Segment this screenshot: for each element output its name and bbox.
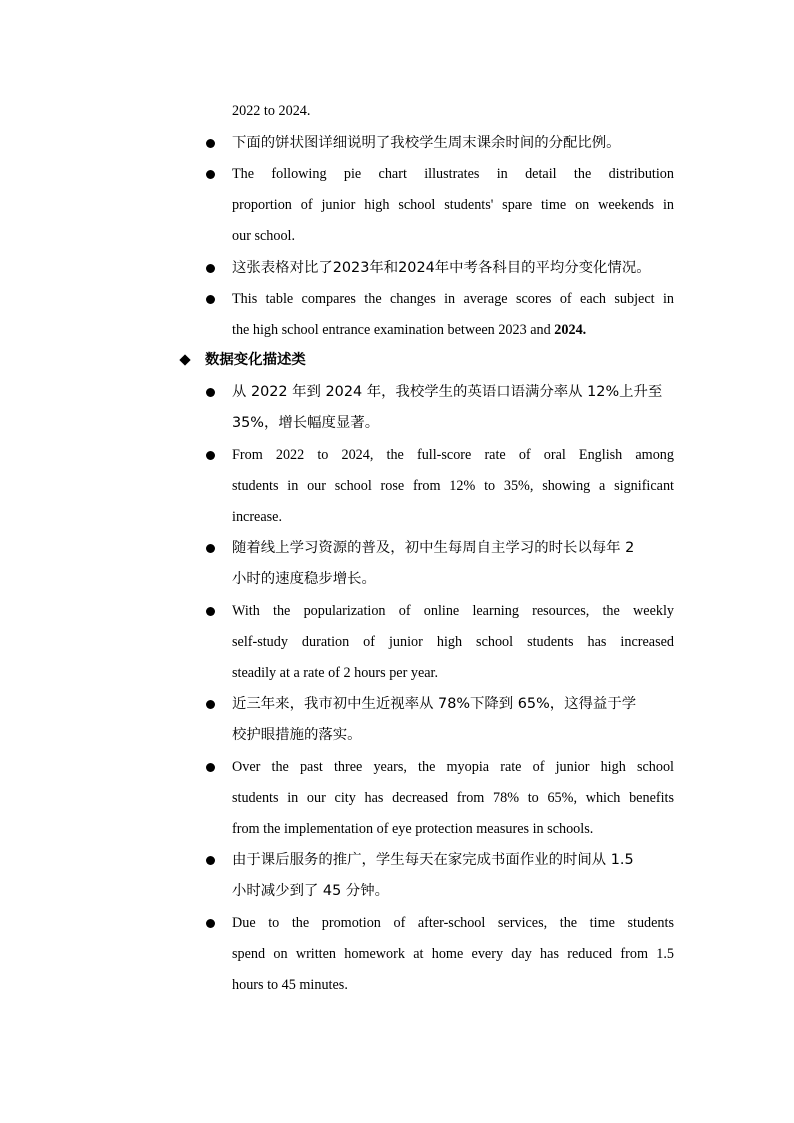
list-item-line: 由于课后服务的推广，学生每天在家完成书面作业的时间从 1.5 (232, 852, 634, 868)
bullet-icon (206, 607, 215, 616)
continuation-line: 2022 to 2024. (232, 103, 311, 119)
list-item-line: students in our school rose from 12% to 35%, showing a significant (232, 478, 674, 494)
bullet-icon (206, 856, 215, 865)
bullet-icon (206, 139, 215, 148)
list-item-line: The following pie chart illustrates in detail the distribution (232, 166, 674, 182)
list-item-line: from the implementation of eye protection measures in schools. (232, 821, 594, 837)
list-item-line: increase. (232, 509, 283, 525)
list-item-line: our school. (232, 228, 296, 244)
bullet-icon (206, 544, 215, 553)
bullet-icon (206, 388, 215, 397)
diamond-bullet-icon (179, 354, 190, 365)
list-item-line: Over the past three years, the myopia rate of junior high school (232, 759, 674, 775)
list-item-line: Due to the promotion of after-school services, the time students (232, 915, 674, 931)
list-item-line: With the popularization of online learning resources, the weekly (232, 603, 674, 619)
list-item-line: This table compares the changes in average scores of each subject in (232, 291, 674, 307)
list-item-line: self-study duration of junior high school students has increased (232, 634, 674, 650)
list-item-line: 随着线上学习资源的普及，初中生每周自主学习的时长以每年 2 (232, 540, 635, 556)
bullet-icon (206, 700, 215, 709)
bullet-icon (206, 264, 215, 273)
list-item-line: 小时减少到了 45 分钟。 (232, 883, 389, 899)
list-item-line: 35%，增长幅度显著。 (232, 415, 380, 431)
bold-year: 2024. (554, 322, 587, 338)
list-item-line: proportion of junior high school students' spare time on weekends in (232, 197, 674, 213)
list-item-line: students in our city has decreased from 78% to 65%, which benefits (232, 790, 674, 806)
list-item-text: the high school entrance examination between 2023 and (232, 322, 551, 338)
list-item-line (232, 320, 586, 340)
bullet-icon (206, 919, 215, 928)
list-item-line: 校护眼措施的落实。 (232, 727, 362, 743)
list-item-line: 小时的速度稳步增长。 (232, 571, 376, 587)
bullet-icon (206, 295, 215, 304)
bullet-icon (206, 451, 215, 460)
bullet-icon (206, 763, 215, 772)
list-item-line: hours to 45 minutes. (232, 977, 348, 993)
list-item-line: 下面的饼状图详细说明了我校学生周末课余时间的分配比例。 (232, 135, 621, 151)
list-item-line: 近三年来，我市初中生近视率从 78%下降到 65%，这得益于学 (232, 696, 637, 712)
list-item-line: spend on written homework at home every day has reduced from 1.5 (232, 946, 674, 962)
list-item-line: steadily at a rate of 2 hours per year. (232, 665, 439, 681)
list-item-line: From 2022 to 2024, the full-score rate of oral English among (232, 447, 674, 463)
list-item-line: 这张表格对比了2023年和2024年中考各科目的平均分变化情况。 (232, 260, 651, 276)
section-heading: 数据变化描述类 (205, 352, 306, 368)
list-item-line: 从 2022 年到 2024 年，我校学生的英语口语满分率从 12%上升至 (232, 384, 663, 400)
bullet-icon (206, 170, 215, 179)
